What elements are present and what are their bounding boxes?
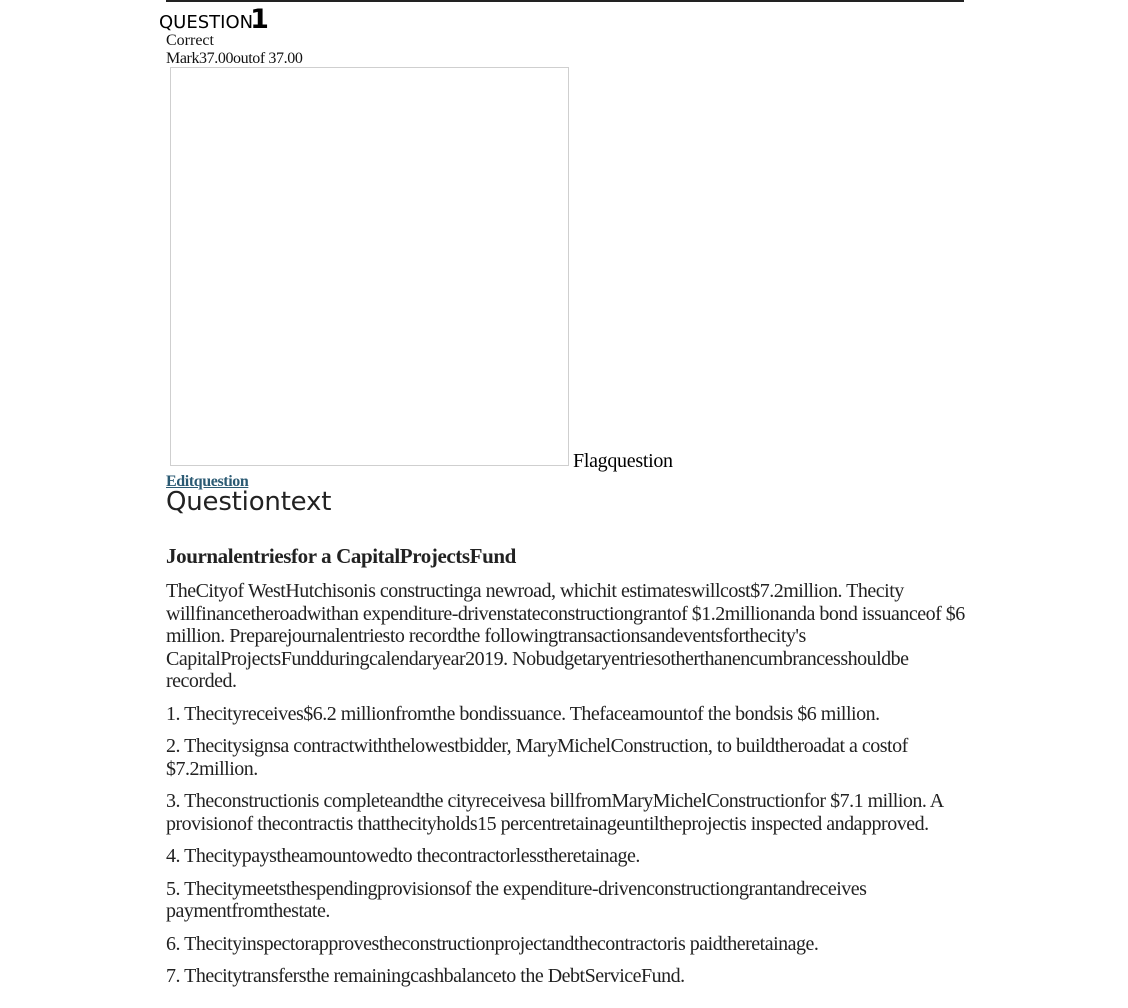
question-label: QUESTION bbox=[159, 12, 254, 33]
top-divider bbox=[166, 0, 964, 2]
question-title: Journalentriesfor a CapitalProjectsFund bbox=[166, 544, 516, 568]
question-number: 1 bbox=[250, 4, 269, 35]
question-grade: Mark37.00outof 37.00 bbox=[166, 50, 303, 67]
list-item: 7. Thecitytransfersthe remainingcashbalanceto the DebtServiceFund. bbox=[166, 965, 685, 987]
list-item: 2. Thecitysignsa contractwiththelowestbidder, MaryMichelConstruction, to buildtheroadat a costof $7.2million. bbox=[166, 735, 908, 780]
list-item: 6. Thecityinspectorapprovestheconstructionprojectandthecontractoris paidtheretainage. bbox=[166, 932, 819, 955]
list-item: 1. Thecityreceives$6.2 millionfromthe bondissuance. Thefaceamountof the bondsis $6 million. bbox=[166, 702, 880, 725]
list-item: 4. Thecitypaystheamountowedto thecontractorlesstheretainage. bbox=[166, 845, 640, 867]
flag-icon[interactable] bbox=[170, 67, 569, 466]
question-state: Correct bbox=[166, 32, 214, 49]
list-item: 5. Thecitymeetsthespendingprovisionsof the expenditure-drivenconstructiongrantandreceives paymentfromthestate. bbox=[166, 877, 867, 922]
question-intro: TheCityof WestHutchisonis constructinga newroad, whichit estimateswillcost$7.2million. Thecity willfinancetheroadwithan expenditure-drivenstateconstructiongrantof $1.2millionanda bond issuanceof $6 million. Preparejournalentriesto recordthe followingtransactionsandeventsforthecity's CapitalProjectsFundduringcalendaryear2019. Nobudgetaryentriesotherthanencumbrancesshouldbe recorded. bbox=[166, 580, 965, 692]
flag-question-link[interactable]: Flagquestion bbox=[573, 450, 673, 472]
list-item: 3. Theconstructionis completeandthe cityreceivesa billfromMaryMichelConstructionfor $7.1 million. A provisionof thecontractis thatthecityholds15 percentretainageuntiltheprojectis inspected andapproved. bbox=[166, 790, 943, 835]
edit-question-link[interactable]: Editquestion bbox=[166, 473, 249, 490]
question-text-heading: Questiontext bbox=[166, 487, 332, 517]
question-content bbox=[166, 542, 966, 998]
question-number-heading bbox=[159, 4, 269, 35]
